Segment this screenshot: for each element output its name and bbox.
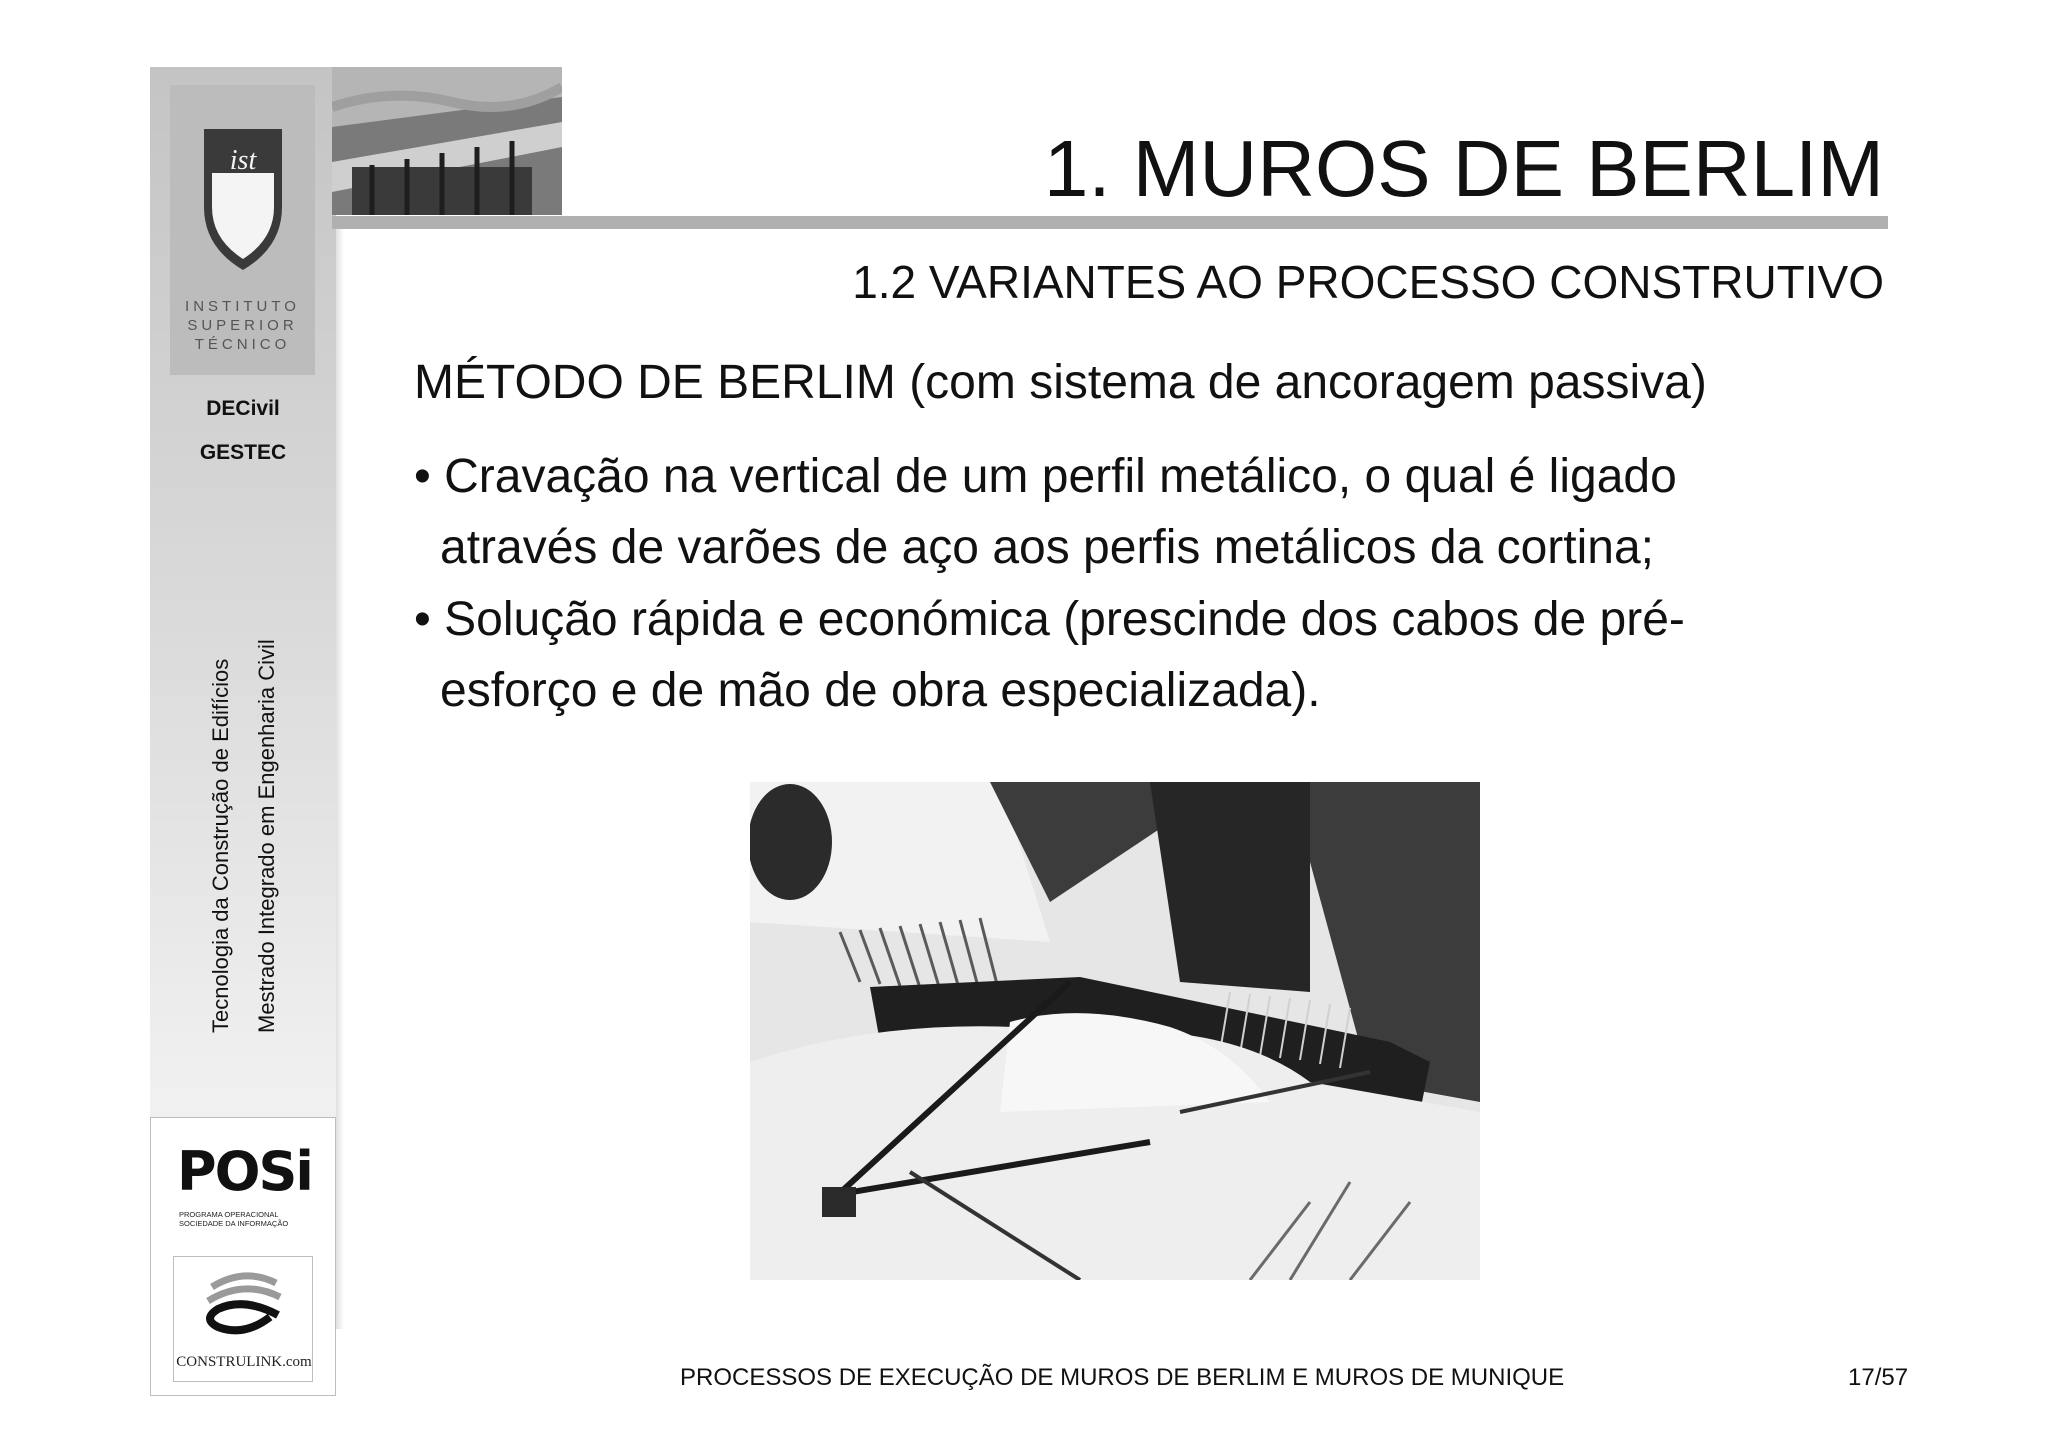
posi-logo-box bbox=[150, 1117, 336, 1396]
title-rule bbox=[332, 216, 1888, 229]
header-construction-photo bbox=[332, 67, 562, 215]
course-title-vertical: Tecnologia da Construção de Edifícios bbox=[208, 658, 233, 1033]
department-label: DECivil bbox=[206, 397, 280, 420]
bullet-1-line-2: através de varões de aço aos perfis metálicos da cortina; bbox=[440, 521, 1654, 574]
section-subtitle: 1.2 VARIANTES AO PROCESSO CONSTRUTIVO bbox=[852, 256, 1884, 308]
ist-logo bbox=[170, 85, 315, 375]
group-label: GESTEC bbox=[199, 441, 287, 464]
posi-caption-line-1: PROGRAMA OPERACIONAL bbox=[179, 1210, 279, 1219]
posi-logo: POSi bbox=[177, 1140, 312, 1203]
anchorage-site-photo bbox=[750, 782, 1480, 1280]
posi-caption bbox=[179, 1210, 319, 1228]
bullet-2-line-1: • Solução rápida e económica (prescinde dos cabos de pré- bbox=[414, 593, 1685, 646]
page-title: 1. MUROS DE BERLIM bbox=[1043, 124, 1884, 213]
ist-shield-icon bbox=[202, 127, 284, 272]
sidebar bbox=[150, 67, 336, 1396]
construlink-arc-icon bbox=[174, 1257, 314, 1347]
page-number: 17/57 bbox=[1848, 1364, 1909, 1391]
institute-line-3: TÉCNICO bbox=[194, 336, 291, 353]
content-shadow bbox=[336, 229, 344, 1329]
institute-line-2: SUPERIOR bbox=[187, 317, 298, 334]
program-title-vertical: Mestrado Integrado em Engenharia Civil bbox=[254, 639, 279, 1033]
footer-text: PROCESSOS DE EXECUÇÃO DE MUROS DE BERLIM E MUROS DE MUNIQUE bbox=[680, 1364, 1565, 1391]
bullet-2-line-2: esforço e de mão de obra especializada). bbox=[440, 664, 1321, 717]
construlink-logo bbox=[173, 1256, 313, 1382]
posi-caption-line-2: SOCIEDADE DA INFORMAÇÃO bbox=[179, 1219, 289, 1228]
bullet-1-line-1: • Cravação na vertical de um perfil metálico, o qual é ligado bbox=[414, 450, 1677, 503]
svg-text:ist: ist bbox=[229, 145, 257, 176]
construlink-text: CONSTRULINK.com bbox=[176, 1354, 312, 1370]
method-heading: MÉTODO DE BERLIM (com sistema de ancoragem passiva) bbox=[414, 356, 1707, 409]
institute-line-1: INSTITUTO bbox=[185, 298, 300, 315]
